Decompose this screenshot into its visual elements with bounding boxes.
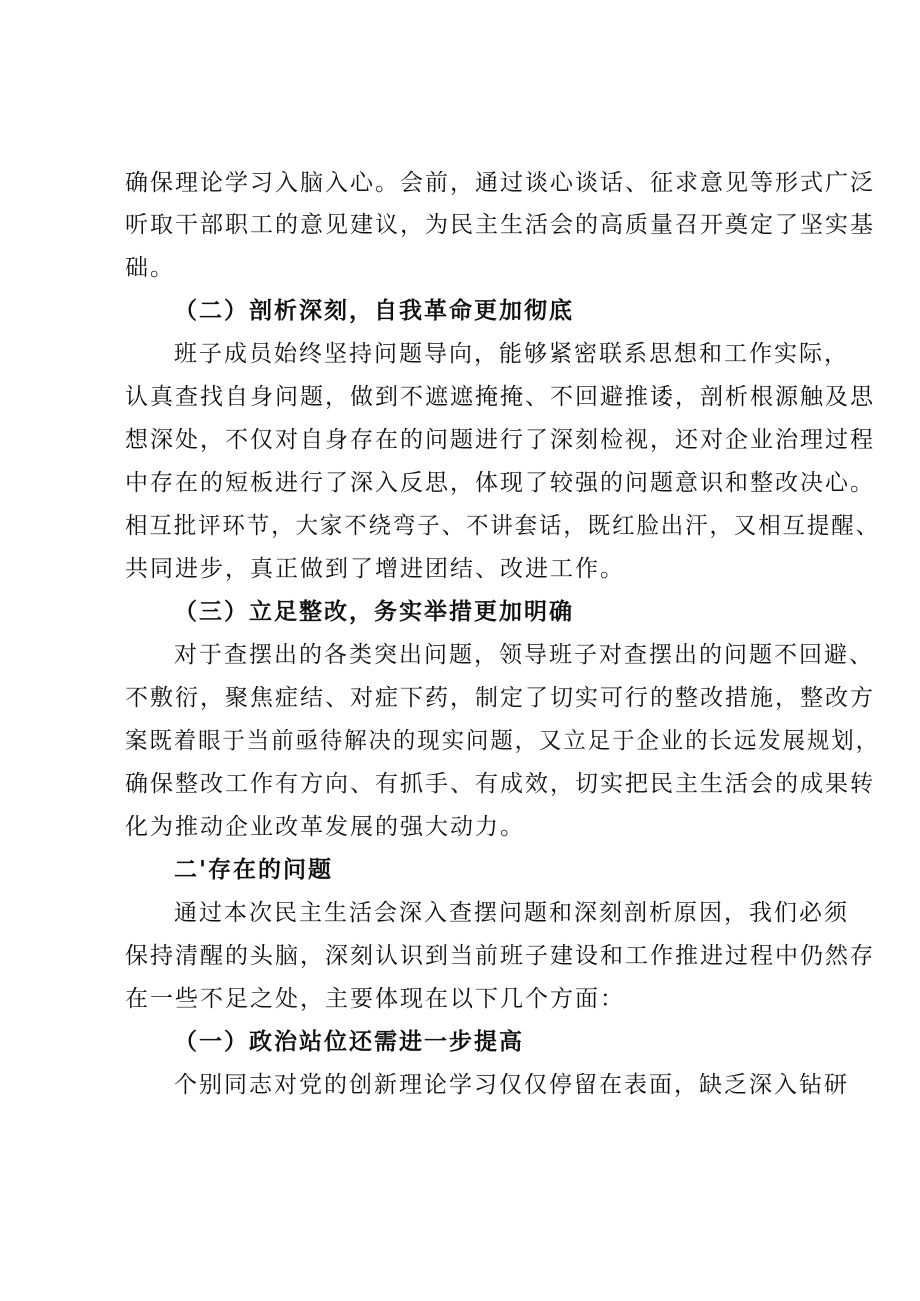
body-text-line: 认真查找自身问题，做到不遮遮掩掩、不回避推诿，剖析根源触及思	[125, 384, 875, 410]
body-text-line: 础。	[125, 255, 175, 281]
body-text-line: 案既着眼于当前亟待解决的现实问题，又立足于企业的长远发展规划，	[125, 728, 880, 754]
paragraph-first-line: 对于查摆出的各类突出问题，领导班子对查摆出的问题不回避、	[174, 642, 874, 668]
body-text-line: 共同进步，真正做到了增进团结、改进工作。	[125, 556, 625, 582]
body-text-line: 听取干部职工的意见建议，为民主生活会的高质量召开奠定了坚实基	[125, 212, 875, 238]
paragraph-first-line: 个别同志对党的创新理论学习仅仅停留在表面，缺乏深入钻研	[174, 1072, 849, 1098]
section-heading: （三）立足整改，务实举措更加明确	[174, 598, 574, 625]
section-heading: （二）剖析深刻，自我革命更加彻底	[174, 297, 574, 324]
body-text-line: 在一些不足之处，主要体现在以下几个方面：	[125, 986, 625, 1012]
paragraph-first-line: 班子成员始终坚持问题导向，能够紧密联系思想和工作实际，	[174, 341, 849, 367]
body-text-line: 确保整改工作有方向、有抓手、有成效，切实把民主生活会的成果转	[125, 771, 875, 797]
body-text-line: 不敷衍，聚焦症结、对症下药，制定了切实可行的整改措施，整改方	[125, 685, 875, 711]
body-text-line: 化为推动企业改革发展的强大动力。	[125, 814, 525, 840]
body-text-line: 相互批评环节，大家不绕弯子、不讲套话，既红脸出汗，又相互提醒、	[125, 513, 880, 539]
section-heading: 二'存在的问题	[174, 856, 334, 883]
body-text-line: 保持清醒的头脑，深刻认识到当前班子建设和工作推进过程中仍然存	[125, 943, 875, 969]
body-text-line: 中存在的短板进行了深入反思，体现了较强的问题意识和整改决心。	[125, 470, 875, 496]
paragraph-first-line: 通过本次民主生活会深入查摆问题和深刻剖析原因，我们必须	[174, 900, 849, 926]
section-heading: （一）政治站位还需进一步提高	[174, 1028, 524, 1055]
body-text-line: 想深处，不仅对自身存在的问题进行了深刻检视，还对企业治理过程	[125, 427, 875, 453]
body-text-line: 确保理论学习入脑入心。会前，通过谈心谈话、征求意见等形式广泛	[125, 170, 875, 196]
